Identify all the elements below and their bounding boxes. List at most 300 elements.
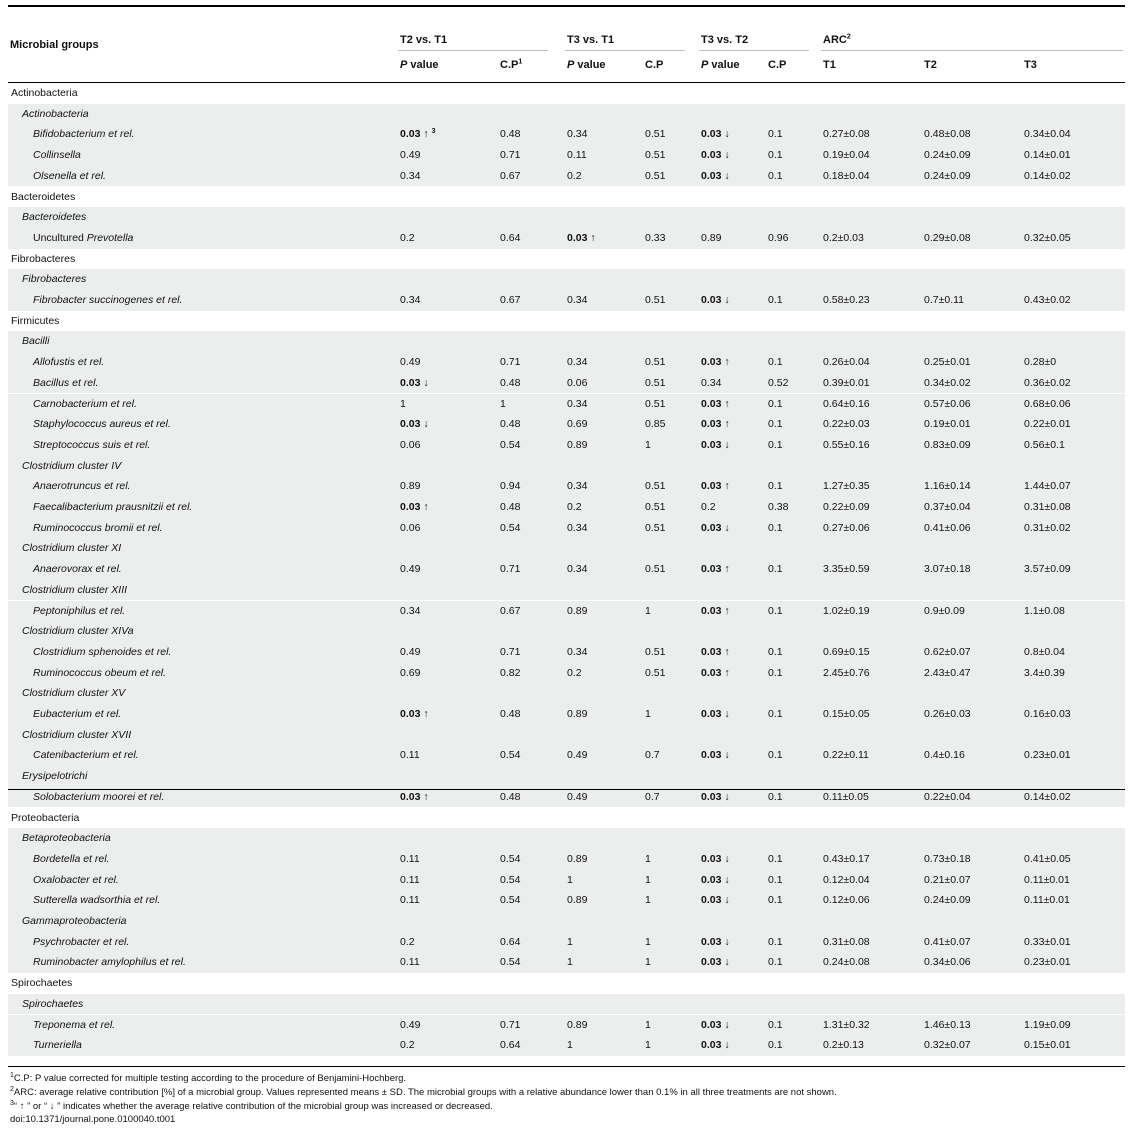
cell-t2: 0.73±0.18: [924, 852, 971, 865]
group-name: Clostridium cluster XVII: [22, 728, 132, 741]
cell-cp31: 1: [645, 894, 651, 907]
group-name: Solobacterium moorei et rel.: [33, 790, 165, 803]
cell-p21: 0.69: [400, 666, 421, 679]
cell-p31: 1: [567, 1039, 573, 1052]
cell-p21: 0.49: [400, 149, 421, 162]
group-name: Gammaproteobacteria: [22, 915, 127, 927]
header-pvalue-3: P value: [701, 59, 740, 71]
phylum-row: [8, 973, 1125, 994]
cell-cp32: 0.1: [768, 604, 783, 617]
cell-cp32: 0.1: [768, 169, 783, 182]
cell-p32: 0.03 ↓: [701, 128, 730, 141]
table-row: [8, 704, 1125, 725]
class-row: [8, 269, 1125, 290]
cell-t1: 0.27±0.06: [823, 521, 870, 534]
cell-t1: 0.12±0.04: [823, 873, 870, 886]
cell-t3: 0.16±0.03: [1024, 708, 1071, 720]
cell-p31: 0.89: [567, 604, 588, 617]
group-name: Ruminococcus obeum et rel.: [33, 666, 167, 679]
cell-t1: 0.27±0.08: [823, 128, 870, 141]
table-row: [8, 952, 1125, 973]
class-row: [8, 725, 1125, 746]
cell-p32: 0.03 ↑: [701, 645, 730, 658]
cell-t2: 0.24±0.09: [924, 149, 971, 162]
cell-cp31: 0.7: [645, 749, 660, 762]
cell-cp21: 0.67: [500, 169, 521, 182]
cell-t1: 0.22±0.09: [823, 501, 870, 513]
cell-cp31: 0.51: [645, 645, 666, 658]
group-name: Catenibacterium et rel.: [33, 749, 139, 762]
cell-t2: 0.34±0.06: [924, 956, 971, 969]
cell-t1: 1.02±0.19: [823, 604, 870, 617]
cell-t1: 0.12±0.06: [823, 894, 870, 907]
table-row: [8, 476, 1125, 497]
cell-cp31: 0.51: [645, 521, 666, 534]
cell-p21: 1: [400, 397, 406, 410]
group-name: Bacteroidetes: [22, 211, 87, 224]
cell-t3: 0.14±0.01: [1024, 149, 1071, 162]
cell-p32: 0.03 ↓: [701, 956, 730, 969]
cell-t3: 0.31±0.08: [1024, 501, 1071, 513]
cell-t2: 0.24±0.09: [924, 169, 971, 182]
group-name: Eubacterium et rel.: [33, 708, 122, 720]
table-row: [8, 518, 1125, 539]
cell-cp32: 0.1: [768, 418, 783, 431]
cell-cp31: 1: [645, 935, 651, 948]
cell-cp32: 0.1: [768, 128, 783, 141]
cell-p32: 0.2: [701, 501, 716, 513]
cell-p32: 0.03 ↓: [701, 935, 730, 948]
header-pvalue-2: P value: [567, 59, 606, 71]
cell-p31: 0.89: [567, 894, 588, 907]
cell-t3: 0.11±0.01: [1024, 873, 1070, 886]
cell-t1: 0.31±0.08: [823, 935, 870, 948]
group-name: Uncultured Prevotella: [33, 231, 134, 244]
cell-t2: 1.16±0.14: [924, 480, 971, 493]
table-row: [8, 849, 1125, 870]
table-row: [8, 435, 1125, 456]
phylum-row: [8, 311, 1125, 332]
cell-cp31: 0.7: [645, 790, 660, 803]
cell-t2: 1.46±0.13: [924, 1018, 971, 1031]
group-name: Fibrobacter succinogenes et rel.: [33, 294, 183, 306]
table-row: [8, 932, 1125, 953]
header-cp-3: C.P: [768, 59, 787, 71]
cell-cp32: 0.1: [768, 563, 783, 576]
cell-p21: 0.03 ↑: [400, 708, 429, 720]
cell-cp32: 0.1: [768, 294, 783, 306]
header-t2-vs-t1: T2 vs. T1: [400, 34, 448, 46]
cell-cp32: 0.1: [768, 852, 783, 865]
group-name: Streptococcus suis et rel.: [33, 438, 151, 451]
table-row: [8, 663, 1125, 684]
cell-p21: 0.34: [400, 604, 421, 617]
cell-p32: 0.34: [701, 376, 722, 389]
header-pvalue-1: P value: [400, 59, 439, 71]
cell-p31: 0.34: [567, 128, 588, 141]
class-row: [8, 456, 1125, 477]
table-row: [8, 601, 1125, 622]
cell-p31: 0.2: [567, 501, 582, 513]
cell-cp32: 0.1: [768, 956, 783, 969]
header-t3-vs-t1: T3 vs. T1: [567, 34, 615, 46]
cell-p32: 0.03 ↓: [701, 521, 730, 534]
cell-cp31: 1: [645, 873, 651, 886]
group-name: Oxalobacter et rel.: [33, 873, 119, 886]
cell-t2: 0.48±0.08: [924, 128, 971, 141]
cell-p21: 0.11: [400, 852, 420, 865]
cell-p31: 0.2: [567, 666, 582, 679]
group-name: Olsenella et rel.: [33, 169, 106, 182]
cell-p21: 0.06: [400, 521, 421, 534]
cell-t1: 0.24±0.08: [823, 956, 870, 969]
cell-p32: 0.03 ↓: [701, 749, 730, 762]
cell-cp31: 1: [645, 1039, 651, 1052]
class-row: [8, 207, 1125, 228]
class-row: [8, 994, 1125, 1015]
cell-cp21: 0.64: [500, 1039, 521, 1052]
cell-t3: 0.14±0.02: [1024, 790, 1071, 803]
cell-t1: 0.55±0.16: [823, 438, 870, 451]
group-name: Clostridium cluster XIVa: [22, 625, 134, 638]
group-name: Erysipelotrichi: [22, 770, 88, 783]
group-name: Spirochaetes: [11, 977, 73, 990]
class-row: [8, 828, 1125, 849]
header-underline-t2t1: [398, 50, 548, 51]
cell-t3: 0.41±0.05: [1024, 852, 1071, 865]
group-name: Actinobacteria: [11, 87, 78, 99]
cell-p21: 0.49: [400, 563, 421, 576]
cell-p21: 0.89: [400, 480, 421, 493]
table-row: [8, 228, 1125, 249]
cell-p31: 0.49: [567, 749, 588, 762]
class-row: [8, 621, 1125, 642]
group-name: Carnobacterium et rel.: [33, 397, 137, 410]
cell-t2: 0.57±0.06: [924, 397, 971, 410]
cell-p31: 0.2: [567, 169, 582, 182]
cell-t3: 1.1±0.08: [1024, 604, 1065, 617]
cell-p31: 0.34: [567, 294, 588, 306]
group-name: Peptoniphilus et rel.: [33, 604, 126, 617]
cell-t2: 0.29±0.08: [924, 231, 971, 244]
group-name: Collinsella: [33, 149, 81, 162]
cell-cp31: 0.51: [645, 169, 666, 182]
cell-cp32: 0.1: [768, 790, 783, 803]
cell-cp21: 0.48: [500, 790, 521, 803]
cell-p31: 1: [567, 956, 573, 969]
cell-cp21: 0.48: [500, 128, 521, 141]
class-row: [8, 580, 1125, 601]
cell-t1: 3.35±0.59: [823, 563, 870, 576]
cell-cp32: 0.1: [768, 935, 783, 948]
group-name: Ruminobacter amylophilus et rel.: [33, 956, 186, 969]
cell-t3: 0.22±0.01: [1024, 418, 1071, 431]
cell-p32: 0.89: [701, 231, 722, 244]
cell-cp31: 1: [645, 438, 651, 451]
header-underline-t3t1: [565, 50, 685, 51]
cell-cp31: 0.85: [645, 418, 666, 431]
cell-cp21: 0.71: [500, 149, 521, 162]
cell-p31: 0.34: [567, 397, 588, 410]
cell-t1: 0.18±0.04: [823, 169, 870, 182]
cell-cp21: 0.64: [500, 231, 521, 244]
header-t3: T3: [1024, 59, 1037, 71]
cell-cp32: 0.1: [768, 708, 783, 720]
table-row: [8, 145, 1125, 166]
cell-cp21: 0.82: [500, 666, 521, 679]
cell-t1: 0.69±0.15: [823, 645, 870, 658]
cell-p21: 0.2: [400, 935, 415, 948]
cell-p32: 0.03 ↓: [701, 149, 730, 162]
cell-p21: 0.11: [400, 956, 420, 969]
cell-t3: 0.34±0.04: [1024, 128, 1071, 141]
cell-t2: 0.9±0.09: [924, 604, 965, 617]
cell-cp21: 0.48: [500, 376, 521, 389]
cell-t3: 0.56±0.1: [1024, 438, 1065, 451]
cell-cp31: 0.51: [645, 356, 666, 369]
cell-t3: 0.15±0.01: [1024, 1039, 1071, 1052]
cell-cp32: 0.1: [768, 438, 783, 451]
cell-p32: 0.03 ↑: [701, 666, 730, 679]
cell-t3: 0.32±0.05: [1024, 231, 1071, 244]
cell-p31: 0.06: [567, 376, 588, 389]
cell-p21: 0.11: [400, 894, 420, 907]
group-name: Actinobacteria: [22, 107, 89, 120]
cell-cp21: 0.71: [500, 563, 521, 576]
cell-cp32: 0.1: [768, 749, 783, 762]
cell-p32: 0.03 ↓: [701, 894, 730, 907]
cell-p32: 0.03 ↓: [701, 1018, 730, 1031]
cell-t1: 1.27±0.35: [823, 480, 870, 493]
cell-cp21: 0.71: [500, 356, 521, 369]
table-footnotes: [10, 1072, 837, 1127]
cell-t2: 0.62±0.07: [924, 645, 971, 658]
table-row: [8, 642, 1125, 663]
cell-p21: 0.03 ↑: [400, 501, 429, 513]
cell-t1: 0.2±0.03: [823, 231, 864, 244]
header-microbial-groups: Microbial groups: [10, 39, 99, 51]
cell-t2: 0.22±0.04: [924, 790, 971, 803]
cell-t1: 1.31±0.32: [823, 1018, 870, 1031]
cell-p21: 0.11: [400, 749, 420, 762]
table-row: [8, 745, 1125, 766]
cell-p31: 0.49: [567, 790, 588, 803]
cell-t3: 0.23±0.01: [1024, 956, 1071, 969]
group-name: Clostridium cluster XIII: [22, 583, 128, 596]
cell-t1: 0.26±0.04: [823, 356, 870, 369]
group-name: Anaerotruncus et rel.: [33, 480, 131, 493]
cell-cp32: 0.1: [768, 397, 783, 410]
cell-cp21: 0.71: [500, 645, 521, 658]
cell-t3: 0.43±0.02: [1024, 294, 1071, 306]
cell-t2: 0.4±0.16: [924, 749, 965, 762]
cell-cp32: 0.1: [768, 480, 783, 493]
cell-p32: 0.03 ↑: [701, 356, 730, 369]
cell-t2: 2.43±0.47: [924, 666, 971, 679]
cell-cp32: 0.52: [768, 376, 789, 389]
cell-t3: 3.57±0.09: [1024, 563, 1071, 576]
group-name: Faecalibacterium prausnitzii et rel.: [33, 501, 193, 513]
header-underline-arc: [821, 50, 1123, 51]
group-name: Bacteroidetes: [11, 190, 76, 203]
group-name: Clostridium cluster XV: [22, 687, 126, 700]
cell-cp21: 0.54: [500, 894, 521, 907]
cell-t1: 0.2±0.13: [823, 1039, 864, 1052]
cell-cp21: 0.64: [500, 935, 521, 948]
cell-t3: 0.11±0.01: [1024, 894, 1070, 907]
cell-p21: 0.06: [400, 438, 421, 451]
cell-t2: 0.24±0.09: [924, 894, 971, 907]
cell-cp21: 0.94: [500, 480, 521, 493]
footnote-3: $^3$“ ↑ ” or “ ↓ ” indicates whether the average relative contribution of the microbial group was increased or decreased.: [10, 1099, 493, 1112]
cell-t3: 0.68±0.06: [1024, 397, 1071, 410]
cell-p31: 0.11: [567, 149, 587, 162]
cell-cp21: 0.54: [500, 852, 521, 865]
cell-p31: 0.89: [567, 438, 588, 451]
cell-t2: 0.37±0.04: [924, 501, 971, 513]
cell-p32: 0.03 ↑: [701, 418, 730, 431]
cell-cp31: 0.51: [645, 666, 666, 679]
cell-t3: 0.31±0.02: [1024, 521, 1071, 534]
table-row: [8, 352, 1125, 373]
cell-p21: 0.2: [400, 1039, 415, 1052]
cell-cp32: 0.1: [768, 645, 783, 658]
cell-t3: 0.33±0.01: [1024, 935, 1071, 948]
cell-p31: 1: [567, 935, 573, 948]
header-arc-sup: 2: [846, 33, 851, 41]
group-name: Ruminococcus bromii et rel.: [33, 521, 163, 534]
cell-p21: 0.03 ↓: [400, 376, 429, 389]
group-name: Psychrobacter et rel.: [33, 935, 130, 948]
table-row: [8, 373, 1125, 394]
cell-cp21: 1: [500, 397, 506, 410]
cell-cp32: 0.38: [768, 501, 789, 513]
erysipelotrichi-rule: [8, 789, 1125, 790]
cell-cp31: 0.33: [645, 231, 666, 244]
group-name: Treponema et rel.: [33, 1018, 116, 1031]
cell-t1: 0.15±0.05: [823, 708, 870, 720]
group-name: Allofustis et rel.: [33, 356, 105, 369]
cell-t3: 0.36±0.02: [1024, 376, 1071, 389]
cell-p31: 1: [567, 873, 573, 886]
group-name: Bacilli: [22, 335, 50, 348]
cell-p31: 0.34: [567, 563, 588, 576]
cell-cp21: 0.67: [500, 604, 521, 617]
group-name: Clostridium sphenoides et rel.: [33, 645, 172, 658]
cell-p21: 0.49: [400, 356, 421, 369]
cell-p31: 0.89: [567, 852, 588, 865]
cell-cp31: 0.51: [645, 294, 666, 306]
cell-cp21: 0.71: [500, 1018, 521, 1031]
cell-cp21: 0.48: [500, 708, 521, 720]
table-row: [8, 124, 1125, 145]
cell-p31: 0.34: [567, 356, 588, 369]
cell-cp31: 0.51: [645, 376, 666, 389]
cell-t2: 0.25±0.01: [924, 356, 971, 369]
cell-t2: 3.07±0.18: [924, 563, 971, 576]
cell-p21: 0.34: [400, 294, 421, 306]
group-name: Proteobacteria: [11, 811, 80, 824]
phylum-row: [8, 249, 1125, 270]
cell-p21: 0.2: [400, 231, 415, 244]
cell-cp31: 1: [645, 708, 651, 720]
cell-t3: 0.23±0.01: [1024, 749, 1071, 762]
cell-cp31: 1: [645, 604, 651, 617]
group-name: Fibrobacteres: [11, 252, 76, 265]
table-row: [8, 1035, 1125, 1056]
table-bottom-rule: [8, 1066, 1125, 1067]
cell-t1: 0.58±0.23: [823, 294, 870, 306]
cell-t2: 0.41±0.06: [924, 521, 971, 534]
group-name: Bifidobacterium et rel.: [33, 128, 135, 141]
cell-p21: 0.03 ↑: [400, 790, 429, 803]
group-name: Staphylococcus aureus et rel.: [33, 418, 171, 431]
cell-p21: 0.49: [400, 1018, 421, 1031]
table-row: [8, 1015, 1125, 1036]
cell-t1: 0.43±0.17: [823, 852, 870, 865]
cell-t3: 1.19±0.09: [1024, 1018, 1071, 1031]
cell-cp32: 0.1: [768, 521, 783, 534]
header-t3-vs-t2: T3 vs. T2: [701, 34, 749, 46]
header-underline-t3t2: [699, 50, 809, 51]
header-arc-label: ARC: [823, 34, 847, 46]
table-row: [8, 559, 1125, 580]
footnote-1: $^1$C.P: P value corrected for multiple testing according to the procedure of Benjamini-Hochberg.: [10, 1071, 407, 1084]
cell-cp21: 0.54: [500, 873, 521, 886]
cell-t3: 0.14±0.02: [1024, 169, 1071, 182]
cell-t2: 0.41±0.07: [924, 935, 971, 948]
table-row: [8, 890, 1125, 911]
cell-cp31: 1: [645, 852, 651, 865]
table-row: [8, 394, 1125, 415]
cell-t1: 0.22±0.03: [823, 418, 870, 431]
group-name: Bacillus et rel.: [33, 376, 99, 389]
cell-t2: 0.34±0.02: [924, 376, 971, 389]
cell-cp21: 0.54: [500, 749, 521, 762]
class-row: [8, 538, 1125, 559]
cell-cp21: 0.54: [500, 521, 521, 534]
cell-cp32: 0.1: [768, 666, 783, 679]
group-name: Sutterella wadsorthia et rel.: [33, 894, 161, 907]
cell-p31: 0.03 ↑: [567, 231, 596, 244]
cell-p32: 0.03 ↑: [701, 397, 730, 410]
cell-p21: 0.49: [400, 645, 421, 658]
footnote-2: $^2$ARC: average relative contribution [%] of a microbial group. Values represented means ± SD. The microbial groups with a relative abundance lower than 0.1% in all three treatments are not shown.: [10, 1085, 837, 1098]
cell-t2: 0.32±0.07: [924, 1039, 971, 1052]
cell-t3: 0.8±0.04: [1024, 645, 1065, 658]
cell-t1: 0.22±0.11: [823, 749, 869, 762]
cell-t2: 0.19±0.01: [924, 418, 971, 431]
class-row: [8, 911, 1125, 932]
cell-cp21: 0.54: [500, 956, 521, 969]
table-row: [8, 166, 1125, 187]
header-t2: T2: [924, 59, 937, 71]
cell-t2: 0.7±0.11: [924, 294, 965, 306]
phylum-row: [8, 808, 1125, 829]
cell-p31: 0.89: [567, 708, 588, 720]
cell-t3: 0.28±0: [1024, 356, 1057, 369]
class-row: [8, 104, 1125, 125]
cell-p21: 0.03 ↑ $^3$: [400, 127, 436, 141]
table-row: [8, 870, 1125, 891]
cell-cp32: 0.1: [768, 873, 783, 886]
cell-p21: 0.03 ↓: [400, 418, 429, 431]
cell-t2: 0.21±0.07: [924, 873, 971, 886]
cell-p31: 0.89: [567, 1018, 588, 1031]
cell-cp31: 0.51: [645, 480, 666, 493]
class-row: [8, 683, 1125, 704]
cell-p31: 0.34: [567, 521, 588, 534]
